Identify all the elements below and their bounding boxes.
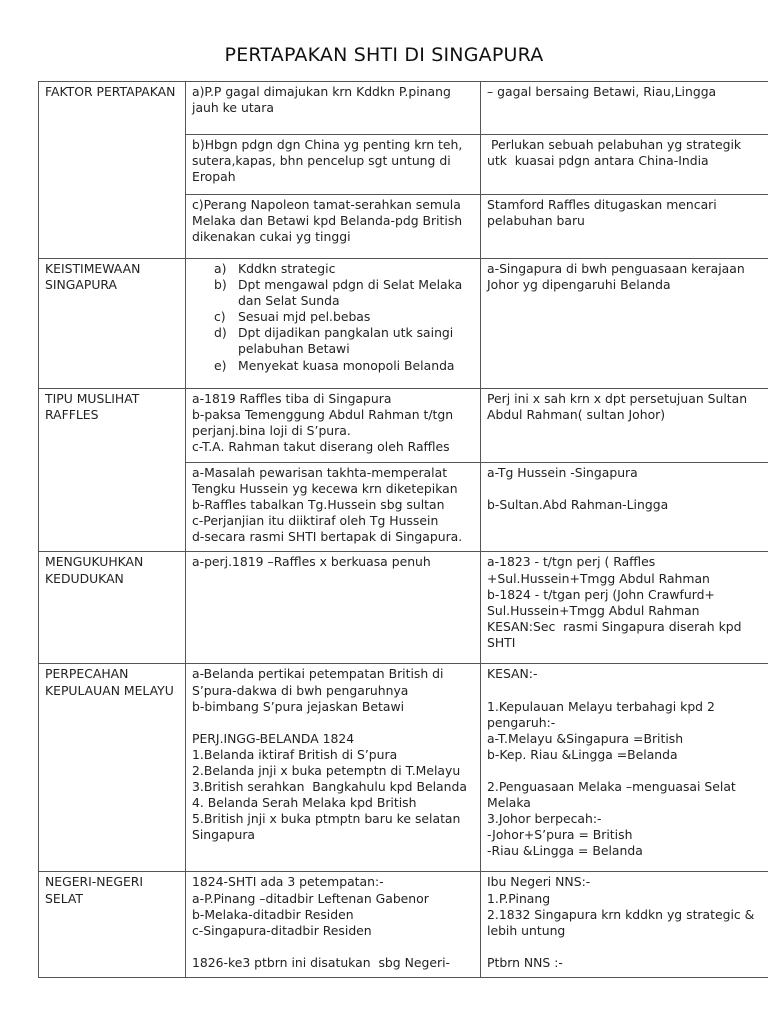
table-cell — [186, 872, 481, 977]
list-item: e) Menyekat kuasa monopoli Belanda — [214, 357, 455, 373]
table-cell — [481, 195, 768, 259]
table-cell — [186, 463, 481, 552]
row-label: KEISTIMEWAAN SINGAPURA — [39, 259, 186, 389]
list-item: d) Dpt dijadikan pangkalan utk saingi pelabuhan Betawi — [214, 325, 454, 357]
cell-text: a-perj.1819 –Raffles x berkuasa penuh — [192, 554, 431, 570]
table-cell — [186, 389, 481, 463]
cell-text: b-bimbang S’pura jejaskan Betawi — [192, 698, 405, 714]
cell-text: 3.Johor berpecah:- — [487, 811, 602, 827]
cell-text: KESAN:Sec rasmi Singapura diserah kpd SHTI — [487, 618, 746, 650]
table-cell — [481, 82, 768, 135]
cell-text: -Riau &Lingga = Belanda — [487, 843, 643, 859]
cell-text: 1.P.Pinang — [487, 890, 551, 906]
spacer — [487, 481, 764, 497]
cell-text: a-Singapura di bwh penguasaan kerajaan Johor yg dipengaruhi Belanda — [487, 261, 749, 293]
spacer — [487, 939, 764, 955]
cell-text: b-1824 - t/tgan perj (John Crawfurd+ Sul.Hussein+Tmgg Abdul Rahman — [487, 586, 719, 618]
list-item: a) Kddkn strategic — [214, 261, 336, 276]
cell-text: PERJ.INGG-BELANDA 1824 — [192, 730, 355, 746]
spacer — [487, 763, 764, 779]
row-label: PERPECAHAN KEPULAUAN MELAYU — [39, 664, 186, 872]
cell-text: a-1823 - t/tgn perj ( Raffles +Sul.Hussein+Tmgg Abdul Rahman — [487, 554, 710, 586]
cell-text: d-secara rasmi SHTI bertapak di Singapura. — [192, 529, 463, 545]
table-cell — [481, 389, 768, 463]
list-item: b) Dpt mengawal pdgn di Selat Melaka dan Selat Sunda — [214, 277, 463, 309]
cell-text: a-Tg Hussein -Singapura — [487, 465, 638, 480]
table-cell — [481, 872, 768, 977]
cell-text: 3.British serahkan Bangkahulu kpd Belanda — [192, 779, 467, 795]
cell-text: 1.Kepulauan Melayu terbahagi kpd 2 pengaruh:- — [487, 698, 719, 730]
row-label: TIPU MUSLIHAT RAFFLES — [39, 389, 186, 552]
cell-text: 2.1832 Singapura krn kddkn yg strategic & lebih untung — [487, 906, 759, 938]
page-title: PERTAPAKAN SHTI DI SINGAPURA — [224, 44, 544, 66]
cell-text: c)Perang Napoleon tamat-serahkan semula Melaka dan Betawi kpd Belanda-pdg British dikenakan cukai yg tinggi — [192, 197, 467, 245]
table-cell — [186, 82, 481, 135]
cell-text: c-Singapura-ditadbir Residen — [192, 922, 372, 938]
row-label: MENGUKUHKAN KEDUDUKAN — [39, 552, 186, 664]
table-cell — [186, 135, 481, 195]
feature-list — [192, 261, 474, 374]
cell-text: a-P.Pinang –ditadbir Leftenan Gabenor — [192, 890, 429, 906]
content-table — [38, 81, 768, 978]
cell-text: c-T.A. Rahman takut diserang oleh Raffles — [192, 439, 450, 455]
cell-text: a-Belanda pertikai petempatan British di S’pura-dakwa di bwh pengaruhnya — [192, 666, 448, 698]
table-cell — [481, 259, 768, 389]
table-cell — [186, 259, 481, 389]
cell-text: 4. Belanda Serah Melaka kpd British — [192, 795, 417, 811]
cell-text: b-paksa Temenggung Abdul Rahman t/tgn perjanj.bina loji di S’pura. — [192, 407, 458, 439]
cell-text: 1.Belanda iktiraf British di S’pura — [192, 746, 398, 762]
cell-text: 1826-ke3 ptbrn ini disatukan sbg Negeri- — [192, 954, 450, 970]
cell-text: Perj ini x sah krn x dpt persetujuan Sultan Abdul Rahman( sultan Johor) — [487, 391, 752, 423]
table-cell — [186, 195, 481, 259]
cell-text: a-T.Melayu &Singapura =British — [487, 730, 684, 746]
cell-text: Ptbrn NNS :- — [487, 954, 563, 970]
table-row — [39, 259, 768, 389]
cell-text: a-1819 Raffles tiba di Singapura — [192, 391, 392, 406]
table-cell — [186, 664, 481, 872]
cell-text: Stamford Raffles ditugaskan mencari pelabuhan baru — [487, 197, 721, 229]
table-row — [39, 389, 768, 463]
list-item: c) Sesuai mjd pel.bebas — [214, 309, 371, 325]
spacer — [192, 715, 474, 731]
cell-text: a-Masalah pewarisan takhta-memperalat Tengku Hussein yg kecewa krn diketepikan — [192, 465, 458, 497]
table-cell — [481, 664, 768, 872]
cell-text: c-Perjanjian itu diiktiraf oleh Tg Hussein — [192, 513, 439, 529]
cell-text: -Johor+S’pura = British — [487, 827, 633, 843]
table-row — [39, 552, 768, 664]
cell-text: b-Kep. Riau &Lingga =Belanda — [487, 746, 678, 762]
cell-text: KESAN:- — [487, 666, 538, 682]
table-cell — [186, 552, 481, 664]
cell-text: a)P.P gagal dimajukan krn Kddkn P.pinang jauh ke utara — [192, 84, 455, 116]
cell-text: Ibu Negeri NNS:- — [487, 874, 591, 890]
table-cell — [481, 135, 768, 195]
spacer — [192, 939, 474, 955]
table-cell — [481, 463, 768, 552]
table-row — [39, 872, 768, 977]
spacer — [487, 683, 764, 699]
cell-text: 5.British jnji x buka ptmptn baru ke selatan Singapura — [192, 811, 465, 843]
cell-text: 2.Belanda jnji x buka petemptn di T.Melayu — [192, 762, 461, 778]
table-row — [39, 664, 768, 872]
cell-text: b)Hbgn pdgn dgn China yg penting krn teh, sutera,kapas, bhn pencelup sgt untung di Eropah — [192, 137, 467, 185]
table-row — [39, 82, 768, 135]
cell-text: b-Melaka-ditadbir Residen — [192, 906, 354, 922]
row-label: NEGERI-NEGERI SELAT — [39, 872, 186, 977]
cell-text: 2.Penguasaan Melaka –menguasai Selat Melaka — [487, 778, 740, 811]
cell-text: b-Sultan.Abd Rahman-Lingga — [487, 497, 669, 513]
cell-text: b-Raffles tabalkan Tg.Hussein sbg sultan — [192, 497, 445, 513]
cell-text: – gagal bersaing Betawi, Riau,Lingga — [487, 84, 717, 99]
table-cell — [481, 552, 768, 664]
cell-text: 1824-SHTI ada 3 petempatan:- — [192, 874, 384, 890]
cell-text: Perlukan sebuah pelabuhan yg strategik utk kuasai pdgn antara China-India — [487, 137, 746, 169]
row-label: FAKTOR PERTAPAKAN — [39, 82, 186, 259]
